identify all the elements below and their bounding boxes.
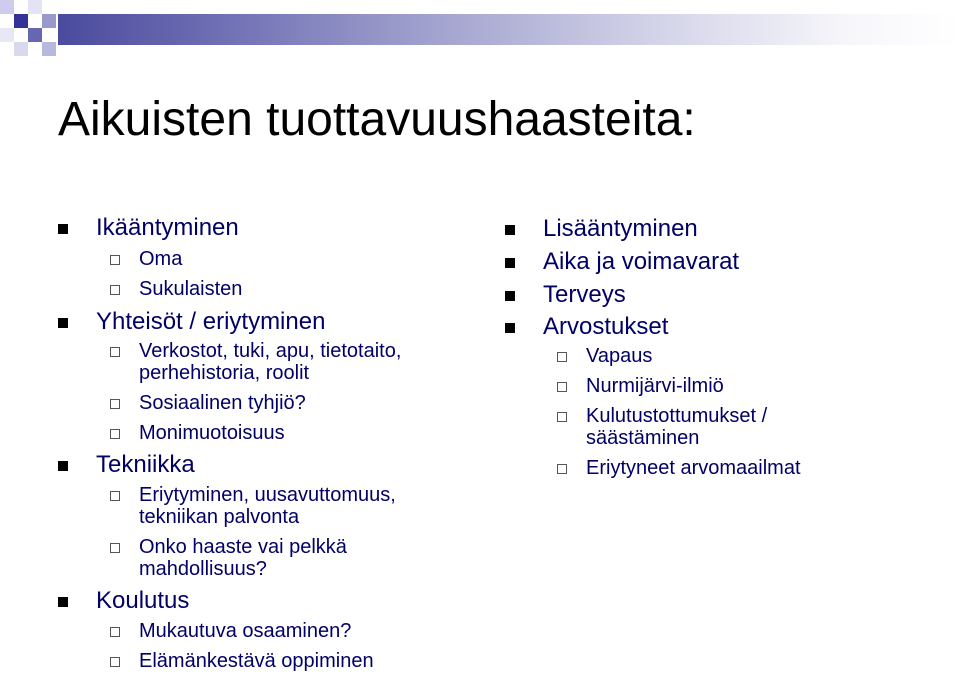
- decor-square: [42, 42, 56, 56]
- header-gradient-bar: [58, 14, 960, 45]
- sub-bullet-item: Kulutustottumukset /: [586, 405, 768, 427]
- hollow-square-icon: [110, 657, 120, 667]
- decor-square: [0, 28, 14, 42]
- decor-square: [14, 14, 28, 28]
- bullet-item: Ikääntyminen: [96, 214, 239, 241]
- sub-bullet-item: Mukautuva osaaminen?: [139, 620, 352, 642]
- decor-square: [28, 0, 42, 14]
- hollow-square-icon: [557, 464, 567, 474]
- sub-bullet-item: Onko haaste vai pelkkä: [139, 536, 347, 558]
- bullet-item: Lisääntyminen: [543, 215, 698, 242]
- sub-bullet-item: tekniikan palvonta: [139, 506, 300, 528]
- sub-bullet-item: Nurmijärvi-ilmiö: [586, 375, 724, 397]
- hollow-square-icon: [110, 399, 120, 409]
- sub-bullet-item: Oma: [139, 248, 183, 270]
- bullet-item: Arvostukset: [543, 313, 669, 340]
- decor-square: [42, 14, 56, 28]
- sub-bullet-item: Monimuotoisuus: [139, 422, 285, 444]
- sub-bullet-item: Eriytyneet arvomaailmat: [586, 457, 801, 479]
- hollow-square-icon: [110, 429, 120, 439]
- decor-square: [14, 42, 28, 56]
- hollow-square-icon: [110, 255, 120, 265]
- sub-bullet-item: Eriytyminen, uusavuttomuus,: [139, 484, 396, 506]
- sub-bullet-item: perhehistoria, roolit: [139, 362, 310, 384]
- sub-bullet-item: Vapaus: [586, 345, 653, 367]
- header-decoration: [0, 0, 960, 60]
- bullet-item: Tekniikka: [96, 451, 195, 478]
- hollow-square-icon: [557, 382, 567, 392]
- filled-square-icon: [58, 318, 68, 328]
- hollow-square-icon: [110, 491, 120, 501]
- hollow-square-icon: [557, 352, 567, 362]
- sub-bullet-item: Sukulaisten: [139, 278, 243, 300]
- bullet-item: Yhteisöt / eriytyminen: [96, 308, 326, 335]
- bullet-item: Terveys: [543, 281, 626, 308]
- sub-bullet-item: Elämänkestävä oppiminen: [139, 650, 374, 672]
- filled-square-icon: [505, 258, 515, 268]
- filled-square-icon: [505, 323, 515, 333]
- filled-square-icon: [505, 225, 515, 235]
- decor-square: [0, 0, 14, 14]
- slide-title: Aikuisten tuottavuushaasteita:: [58, 93, 696, 146]
- filled-square-icon: [505, 291, 515, 301]
- sub-bullet-item: säästäminen: [586, 427, 700, 449]
- bullet-item: Aika ja voimavarat: [543, 248, 740, 275]
- sub-bullet-item: Verkostot, tuki, apu, tietotaito,: [139, 340, 402, 362]
- hollow-square-icon: [110, 627, 120, 637]
- hollow-square-icon: [110, 347, 120, 357]
- sub-bullet-item: mahdollisuus?: [139, 558, 267, 580]
- hollow-square-icon: [110, 543, 120, 553]
- filled-square-icon: [58, 461, 68, 471]
- decor-square: [28, 28, 42, 42]
- hollow-square-icon: [557, 412, 567, 422]
- filled-square-icon: [58, 597, 68, 607]
- filled-square-icon: [58, 224, 68, 234]
- bullet-item: Koulutus: [96, 587, 190, 614]
- hollow-square-icon: [110, 285, 120, 295]
- sub-bullet-item: Sosiaalinen tyhjiö?: [139, 392, 306, 414]
